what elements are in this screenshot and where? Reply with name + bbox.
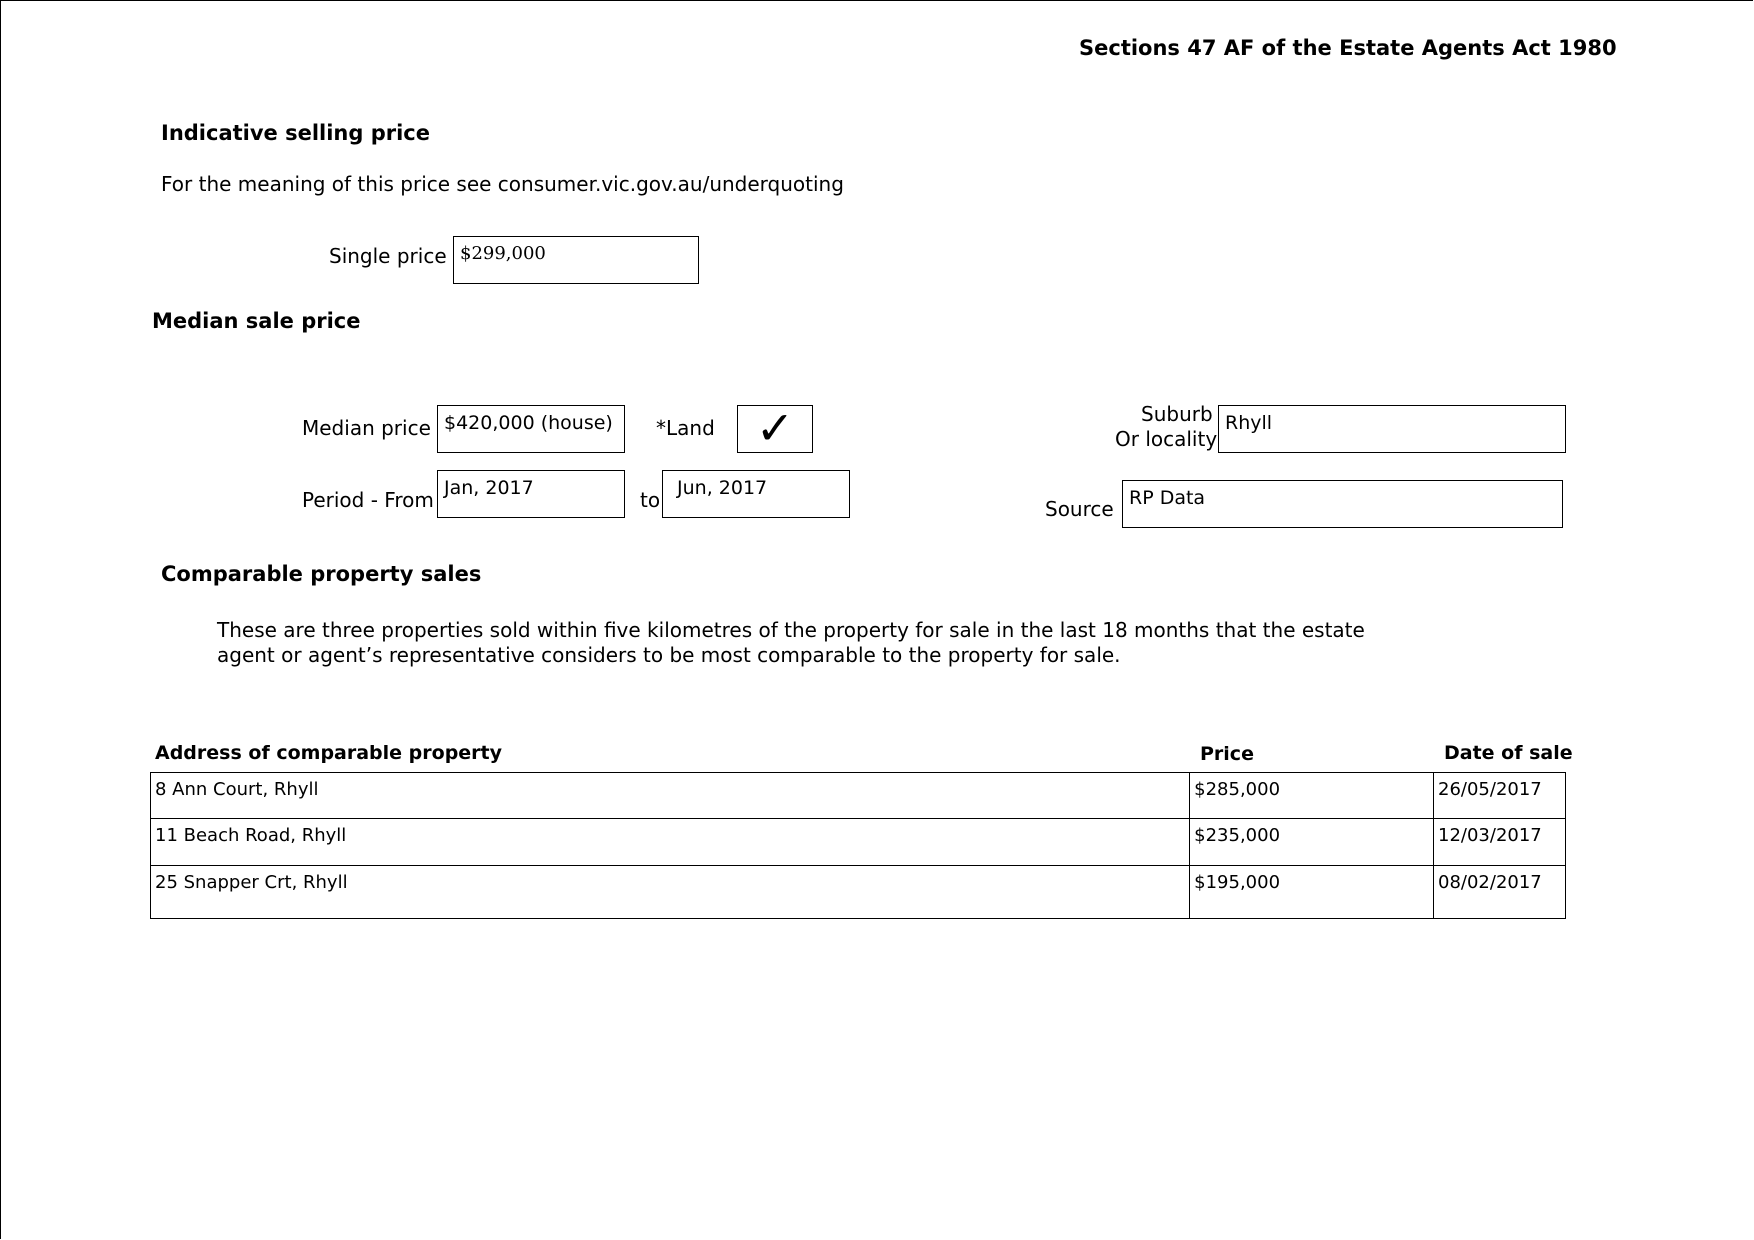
land-checkbox[interactable] [737, 401, 813, 455]
median-sale-price-heading: Median sale price [152, 309, 361, 333]
price-cell: $195,000 [1190, 866, 1434, 919]
date-cell: 26/05/2017 [1434, 773, 1566, 819]
address-column-header: Address of comparable property [155, 742, 503, 764]
table-row [151, 773, 1566, 819]
table-row [151, 819, 1566, 866]
land-label: *Land [656, 416, 715, 440]
source-label: Source [1045, 497, 1114, 521]
date-cell: 08/02/2017 [1434, 866, 1566, 919]
price-cell: $235,000 [1190, 819, 1434, 866]
address-cell: 11 Beach Road, Rhyll [151, 819, 1190, 866]
date-column-header: Date of sale [1444, 742, 1573, 764]
suburb-field[interactable]: Rhyll [1218, 405, 1566, 453]
address-cell: 8 Ann Court, Rhyll [151, 773, 1190, 819]
address-cell: 25 Snapper Crt, Rhyll [151, 866, 1190, 919]
price-column-header: Price [1200, 743, 1254, 765]
table-row [151, 866, 1566, 919]
period-from-label: Period - From [302, 488, 434, 512]
median-price-field[interactable]: $420,000 (house) [437, 405, 625, 453]
checkmark-icon: ✓ [755, 401, 795, 455]
indicative-selling-price-heading: Indicative selling price [161, 121, 431, 145]
period-to-field[interactable]: Jun, 2017 [662, 470, 850, 518]
act-reference: Sections 47 AF of the Estate Agents Act 1980 [1079, 36, 1617, 60]
comparable-sales-heading: Comparable property sales [161, 562, 482, 586]
comparable-sales-description: These are three properties sold within five kilometres of the property for sale in the last 18 months that the estate agent or agent’s representative considers to be most comparable to the property for sale. [217, 618, 1365, 667]
single-price-field[interactable]: $299,000 [453, 236, 699, 284]
price-cell: $285,000 [1190, 773, 1434, 819]
source-field[interactable]: RP Data [1122, 480, 1563, 528]
comparable-sales-table [150, 772, 1566, 919]
period-to-label: to [640, 488, 661, 512]
date-cell: 12/03/2017 [1434, 819, 1566, 866]
indicative-price-note: For the meaning of this price see consumer.vic.gov.au/underquoting [161, 172, 844, 196]
median-price-label: Median price [302, 416, 431, 440]
suburb-label: Suburb [1141, 402, 1213, 426]
locality-label: Or locality [1115, 427, 1218, 451]
single-price-label: Single price [329, 244, 447, 268]
period-from-field[interactable]: Jan, 2017 [437, 470, 625, 518]
